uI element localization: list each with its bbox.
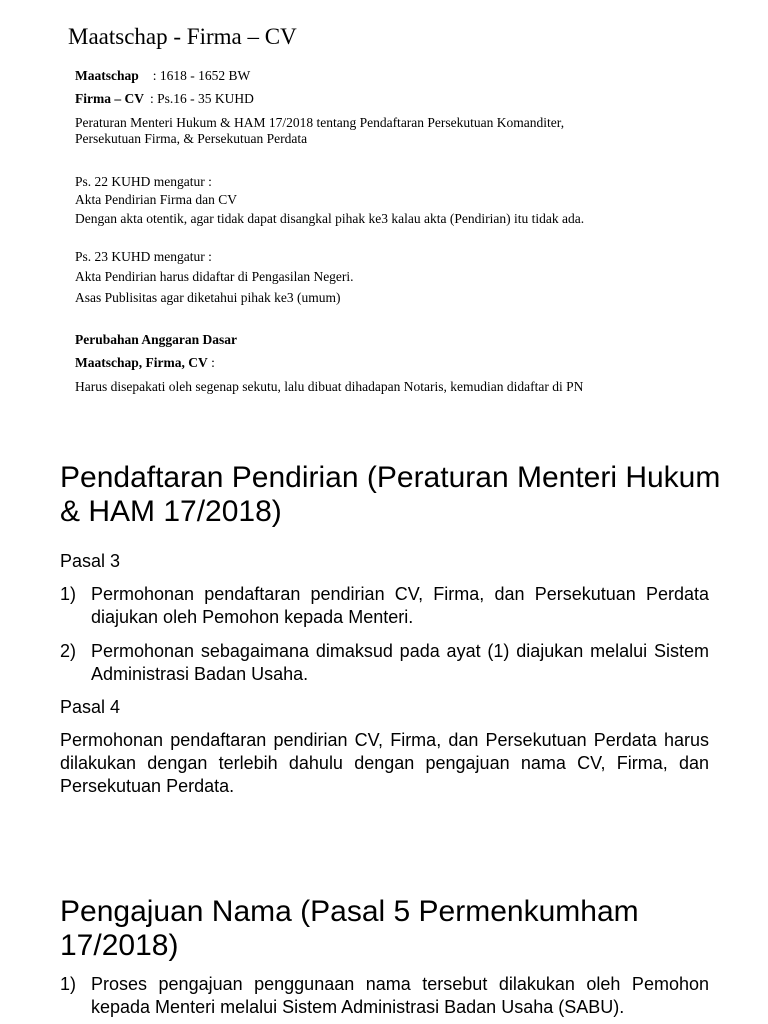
maatschap-line <box>75 67 250 84</box>
firma-line <box>75 90 254 107</box>
firma-value: : Ps.16 - 35 KUHD <box>149 91 254 106</box>
pasal3-item2: Permohonan sebagaimana dimaksud pada ayat (1) diajukan melalui Sistem Administrasi Badan Usaha. <box>91 641 709 684</box>
perubahan-subtitle: Maatschap, Firma, CV : <box>75 355 215 370</box>
item2-number: 2) <box>60 641 77 661</box>
pasal4-text: Permohonan pendaftaran pendirian CV, Firma, dan Persekutuan Perdata harus dilakukan dengan terlebih dahulu dengan pengajuan nama CV, Firma, dan Persekutuan Perdata. <box>60 730 709 796</box>
perubahan-text: Harus disepakati oleh segenap sekutu, lalu dibuat dihadapan Notaris, kemudian didaftar di PN <box>75 379 584 394</box>
ps22-title: Ps. 22 KUHD mengatur : <box>75 174 212 189</box>
maatschap-label: Maatschap <box>75 68 139 83</box>
pasal4-heading: Pasal 4 <box>60 697 121 717</box>
ps23-title: Ps. 23 KUHD mengatur : <box>75 249 212 264</box>
maatschap-value: : 1618 - 1652 BW <box>152 68 251 83</box>
ps22-line1: Akta Pendirian Firma dan CV <box>75 192 237 207</box>
peraturan-line1: Peraturan Menteri Hukum & HAM 17/2018 tentang Pendaftaran Persekutuan Komanditer, <box>75 115 565 130</box>
ps22-line2: Dengan akta otentik, agar tidak dapat disangkal pihak ke3 kalau akta (Pendirian) itu tidak ada. <box>75 211 585 226</box>
item1-number: 1) <box>60 584 77 604</box>
pasal3-item1: Permohonan pendaftaran pendirian CV, Firma, dan Persekutuan Perdata diajukan oleh Pemohon kepada Menteri. <box>91 584 709 627</box>
ps23-line2: Asas Publisitas agar diketahui pihak ke3 (umum) <box>75 290 341 305</box>
firma-label: Firma – CV <box>75 91 144 106</box>
perubahan-title: Perubahan Anggaran Dasar <box>75 332 238 347</box>
ps23-line1: Akta Pendirian harus didaftar di Pengasilan Negeri. <box>75 269 354 284</box>
slide3-title: Pengajuan Nama (Pasal 5 Permenkumham 17/2018) <box>60 895 639 962</box>
slide2-title: Pendaftaran Pendirian (Peraturan Menteri Hukum & HAM 17/2018) <box>60 461 721 528</box>
slide1-title: Maatschap - Firma – CV <box>68 24 297 49</box>
slide3-item1: Proses pengajuan penggunaan nama tersebut dilakukan oleh Pemohon kepada Menteri melalui Sistem Administrasi Badan Usaha (SABU). <box>91 974 709 1017</box>
slide3-item1-number: 1) <box>60 974 77 994</box>
peraturan-line2: Persekutuan Firma, & Persekutuan Perdata <box>75 131 308 146</box>
pasal3-heading: Pasal 3 <box>60 551 121 571</box>
